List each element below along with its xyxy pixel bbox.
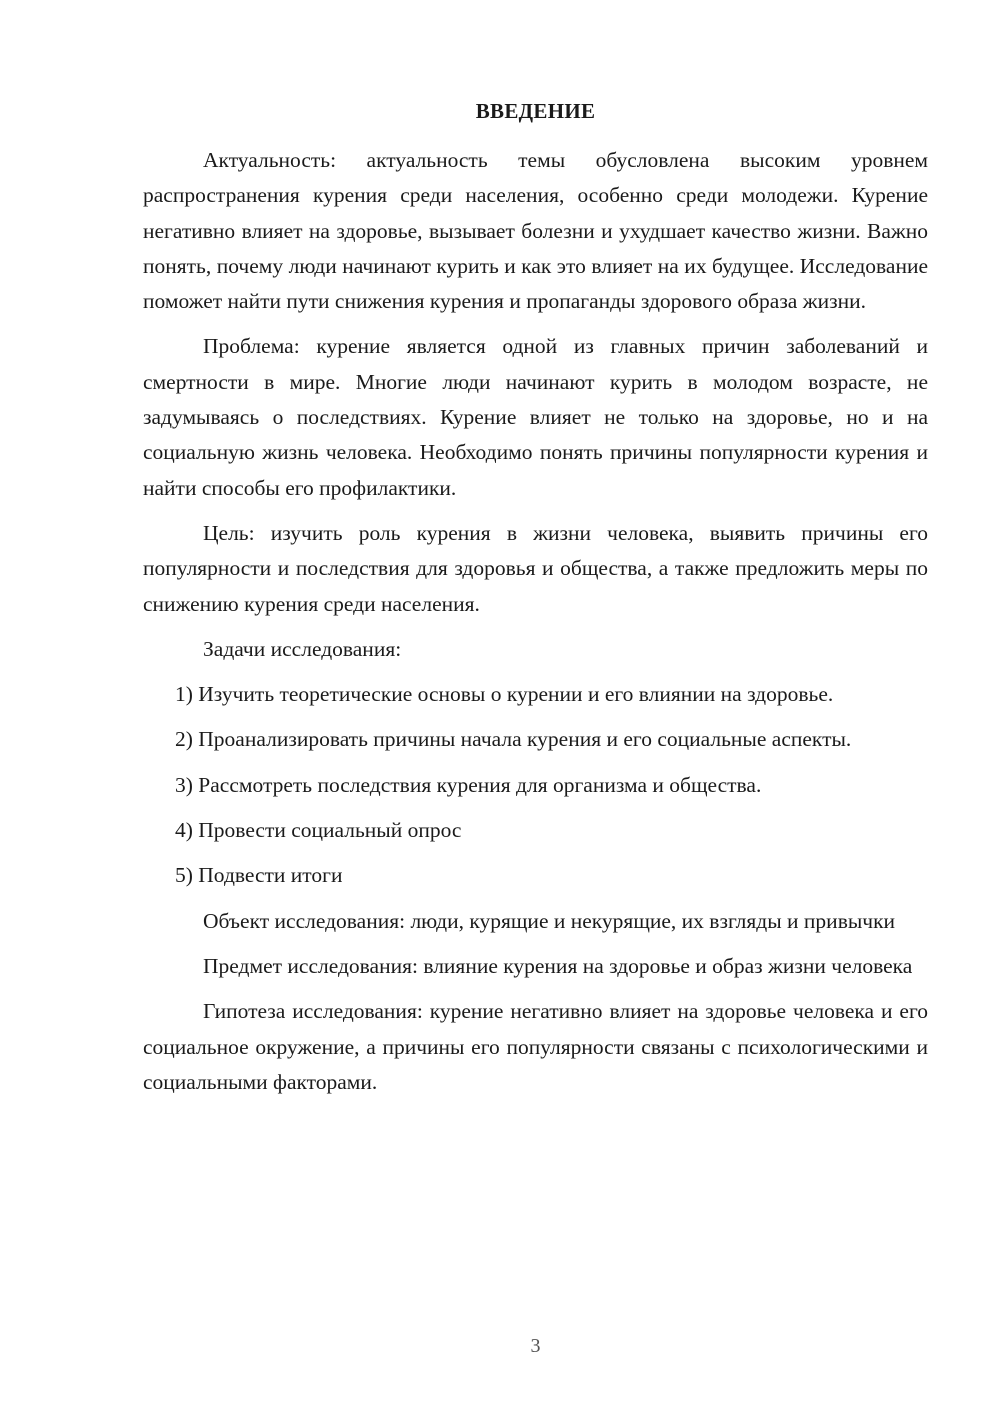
task-item-4: 4) Провести социальный опрос	[175, 818, 462, 843]
paragraph-relevance: Актуальность: актуальность темы обусловлена высоким уровнем распространения курения среди населения, особенно среди молодежи. Курение негативно влияет на здоровье, вызывает болезни и ухудшает качество жизни. Важно понять, почему люди начинают курить и как это влияет на их будущее. Исследование поможет найти пути снижения курения и пропаганды здорового образа жизни.	[143, 148, 928, 314]
paragraph-problem: Проблема: курение является одной из главных причин заболеваний и смертности в мире. Многие люди начинают курить в молодом возрасте, не задумываясь о последствиях. Курение влияет не только на здоровье, но и на социальную жизнь человека. Необходимо понять причины популярности курения и найти способы его профилактики.	[143, 334, 928, 500]
paragraph-subject: Предмет исследования: влияние курения на здоровье и образ жизни человека	[203, 953, 913, 978]
paragraph-object: Объект исследования: люди, курящие и некурящие, их взгляды и привычки	[203, 908, 896, 933]
paragraph-tasks-heading: Задачи исследования:	[203, 636, 402, 661]
paragraph-hypothesis: Гипотеза исследования: курение негативно влияет на здоровье человека и его социальное окружение, а причины его популярности связаны с психологическими и социальными факторами.	[143, 999, 928, 1094]
page-title: ВВЕДЕНИЕ	[475, 99, 596, 123]
page-number: 3	[530, 1335, 541, 1357]
document-page	[143, 0, 928, 1414]
task-item-3: 3) Рассмотреть последствия курения для организма и общества.	[175, 772, 762, 797]
task-item-5: 5) Подвести итоги	[175, 863, 343, 888]
task-item-2: 2) Проанализировать причины начала курения и его социальные аспекты.	[175, 727, 852, 752]
document-body	[143, 143, 928, 1110]
task-item-1: 1) Изучить теоретические основы о курении и его влиянии на здоровье.	[175, 682, 834, 707]
paragraph-goal: Цель: изучить роль курения в жизни человека, выявить причины его популярности и последствия для здоровья и общества, а также предложить меры по снижению курения среди населения.	[143, 520, 928, 616]
